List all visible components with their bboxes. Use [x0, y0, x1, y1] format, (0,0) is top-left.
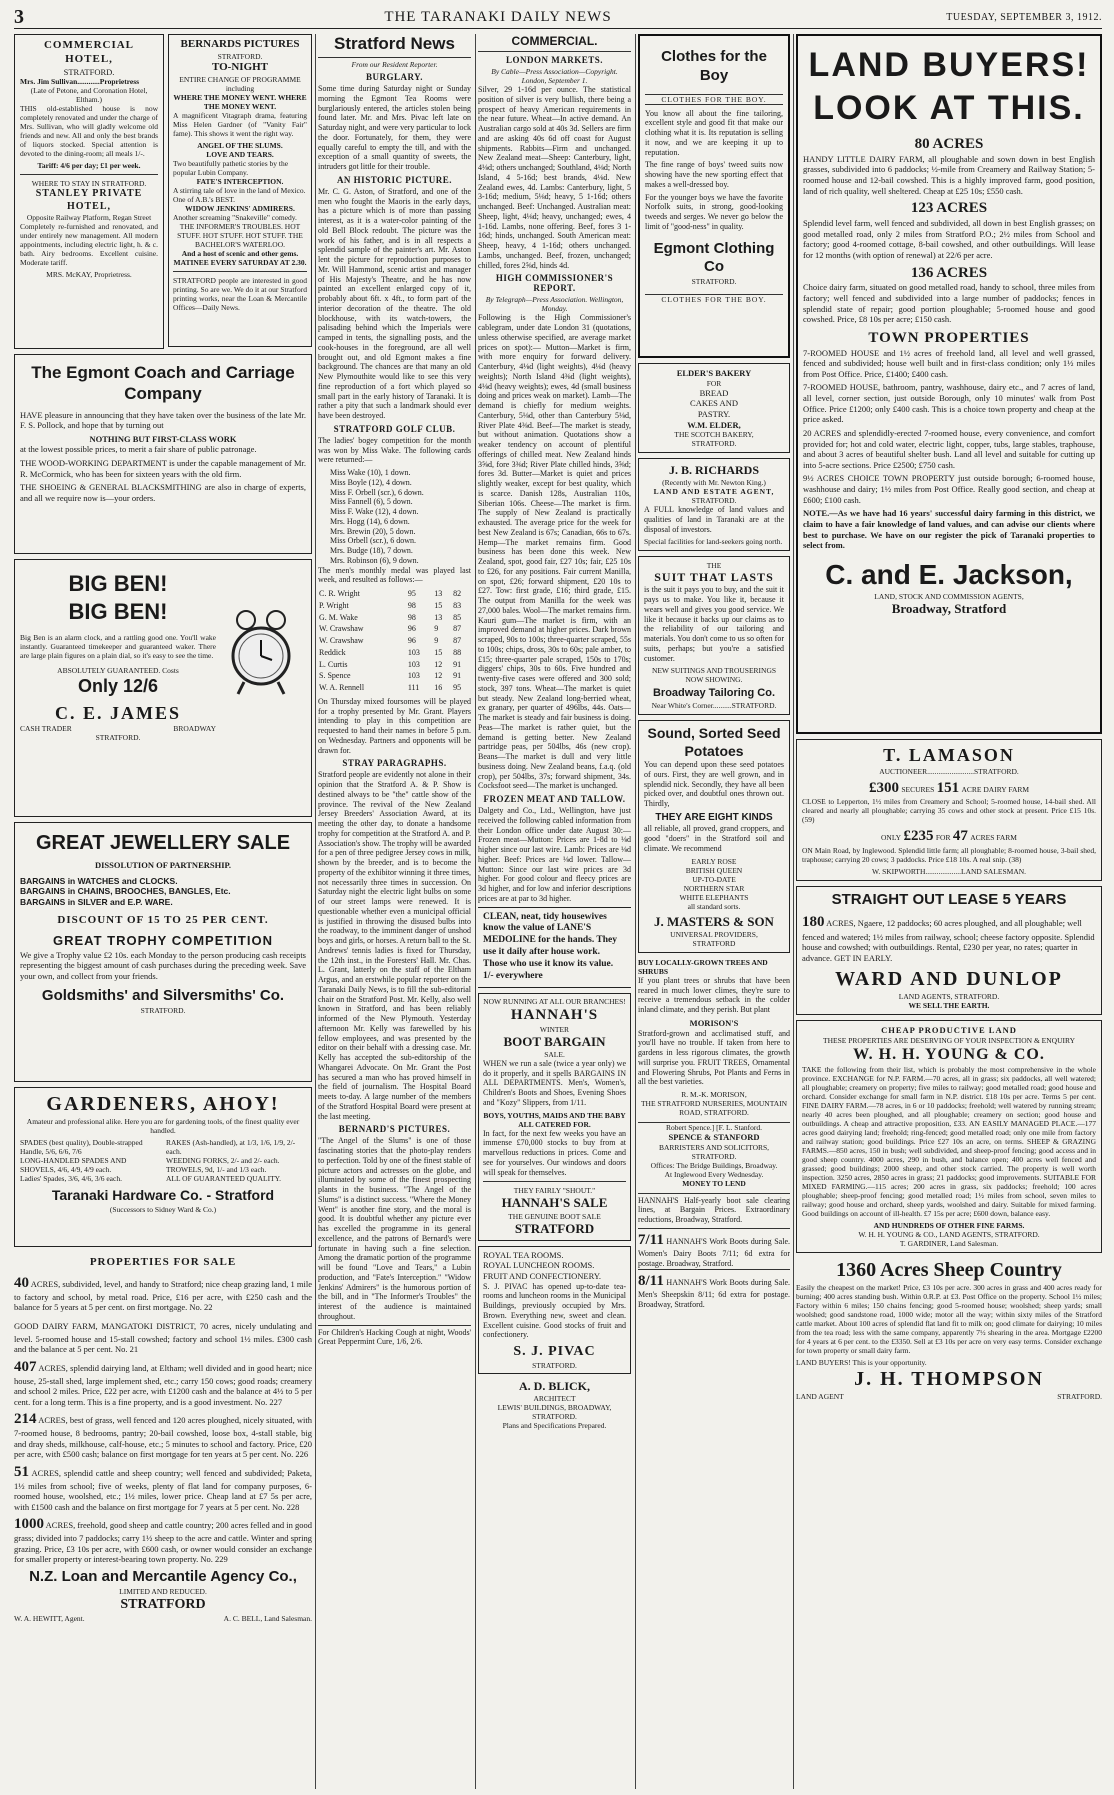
ad-company: Egmont Clothing Co: [653, 239, 775, 276]
ad-sub: FOR: [706, 378, 722, 388]
ad-note: (Recently with Mr. Newton King.): [662, 478, 766, 488]
ad-title: The Egmont Coach and Carriage Company: [31, 363, 295, 404]
ad-feature: FATE'S INTERCEPTION.: [196, 176, 284, 186]
ad-address: Near White's Corner..........STRATFORD.: [651, 701, 777, 711]
ad-place: STRATFORD.: [95, 733, 141, 742]
ad-body: is the suit it pays you to buy, and the suit it pays us to make. You like it, because it wears well and gives you good service. We like it because it backs up our claims as to the reliability of our tailoring and materials. You don't come to us so often for suits, perhaps; but you're a satisfied customer.: [644, 585, 784, 663]
ad-subhead: WHERE TO STAY IN STRATFORD.: [31, 179, 147, 189]
section-heading: TOWN PROPERTIES: [868, 329, 1030, 346]
ad-price: Only 12/6: [77, 676, 159, 696]
medal-table: [318, 588, 471, 694]
golf-result: Miss Wake (10), 1 down.: [330, 468, 411, 477]
tool-item: RAKES (Ash-handled), at 1/3, 1/6, 1/9, 2/- each.: [166, 1138, 296, 1156]
listing-heading: £300 SECURES 151 ACRE DAIRY FARM: [868, 779, 1030, 796]
ad-place: STRATFORD: [692, 938, 736, 948]
ad-address: THE STRATFORD NURSERIES, MOUNTAIN ROAD, STRATFORD.: [640, 1099, 788, 1117]
paper-title: THE TARANAKI DAILY NEWS: [384, 8, 612, 25]
ad-sub: THE GENUINE BOOT SALE: [508, 1211, 601, 1221]
ad-body: CLEAN, neat, tidy housewives know the value of LANE'S MEDOLINE for the hands. They use it daily after house work. Those who use it know its value. 1/- everywhere: [483, 911, 617, 981]
golf-result: Miss Orbell (scr.), 6 down.: [330, 536, 416, 546]
acreage-heading: 123 ACRES: [910, 200, 988, 217]
jewellery-sale-ad: [14, 822, 312, 1082]
column-1: [14, 34, 312, 1789]
golf-result: Miss F. Orbell (scr.), 6 down.: [330, 487, 424, 497]
masthead: [14, 6, 1102, 29]
ad-body: The fine range of boys' tweed suits now showing have the new sporting effect that makes a well-dressed boy.: [645, 160, 783, 189]
article-body: The ladies' bogey competition for the month was won by Miss Wake. The following cards were returned:—: [318, 435, 471, 465]
ad-sub: LAND AGENT: [796, 1392, 844, 1401]
ad-note: THEY FAIRLY "SHOUT.": [513, 1186, 596, 1196]
column-5: [796, 34, 1102, 1789]
ad-sub: THE SCOTCH BAKERY,: [674, 430, 754, 440]
ad-subtitle: DISSOLUTION OF PARTNERSHIP.: [94, 860, 232, 870]
ad-sub: ARCHITECT: [533, 1393, 576, 1403]
golf-result: Mrs. Budge (18), 7 down.: [330, 546, 413, 555]
ad-body: all reliable, all proved, grand croppers, and good "doers" in the Stratford soil and climate. We recommend: [644, 824, 784, 853]
egmont-clothing-ad: [638, 34, 790, 358]
broadway-tailoring-ad: [638, 556, 790, 715]
notice: 7/11 HANNAH'S Work Boots during Sale. Women's Dairy Boots 7/11; 6d extra for postage. Broadway, Stratford.: [638, 1228, 790, 1269]
pivac-tea-rooms-ad: [478, 1246, 631, 1374]
ad-body: ON Main Road, by Inglewood. Splendid little farm; all ploughable; 8-roomed house, 3-bail shed, traphouse; carrying 20 cows; 3 paddocks. Price £18 10s. A real snip. (38): [802, 846, 1096, 864]
architect-ad: [478, 1379, 631, 1430]
ad-title: BIG BEN!: [68, 598, 168, 624]
ad-body: In fact, for the next few weeks you have an immense £70,000 stocks to buy from at marvellous reductions in prices. Come and see for yourselves. Our windows and doors will speak for themselves.: [483, 1128, 626, 1177]
ad-note: Robert Spence.] [F. L. Stanford.: [665, 1123, 763, 1132]
ad-note: ABSOLUTELY GUARANTEED. Costs: [57, 666, 179, 675]
ad-tariff: Tariff: 4/6 per day; £1 per week.: [37, 161, 141, 171]
variety-item: NORTHERN STAR: [683, 883, 745, 893]
ad-title: HANNAH'S: [510, 1006, 599, 1023]
article-body: Stratford people are evidently not alone in their opinion that the Stratford A. & P. Show is destined always to be "the" cattle show of the province. The revival of the New Zealand Jersey Breeders' Association Award, at its meeting the other day, to donate a handsome trophy for competition at the Stratford A. and P. Association's show. The trophy will be awarded for a pen of three pedigree Jersey cows in milk, shown by the breeder, and is to become the property of the exhibitor winning it three times, not necessarily three times in succession. On Saturday night the electric light bulbs on some of our street lamps were renewed. It is questionable whether even a municipal official is justified in throwing the disused bulbs into the roadway, to the imminent danger of unshod boys and girls, or horses. A return ball to the St. Andrews' tennis ladies is fixed for Thursday, the 12th inst., in the Foresters' Hall. Mr. Chas. L. Grant, latterly on the staff of the Eltham Argus, and an erstwhile popular reporter on the Taranaki Daily News, is to fill the sub-editorial chair on the Stratford Post. Mr. Kelly, also well known in Stratford, and has been reliably informed of the New Plymouth. Yesterday afternoon Mr. Kelly was farewelled by his fellow employees, and was presented by the editor on their behalf with a dressing case. Mr. Kelly has accepted the sub-editorship of the Whangarei Advocate. On Mr. Grant the Post has secured a man who has proved himself in the field of journalism. The Hospital Board meets to-day. A large number of the members of the Stratford Hospital Board were present at the last meeting.: [318, 770, 471, 1121]
ad-name: W.M. ELDER,: [687, 419, 741, 430]
ad-name: MORISON'S: [689, 1017, 739, 1028]
article-heading: STRAY PARAGRAPHS.: [342, 758, 447, 769]
ad-sub: CASH TRADER: [20, 724, 72, 733]
ad-body: Choice dairy farm, situated on good metalled road, handy to school, three miles from factory; well fenced and subdivided into a large number of paddocks; fences in splendid state of repair; good portion ploughable; 5-roomed house and good cowshed. Price, £8 10s per acre; £150 cash.: [803, 282, 1095, 325]
ad-sub: LAND, STOCK AND COMMISSION AGENTS,: [874, 591, 1024, 601]
ad-body: HAVE pleasure in announcing that they have taken over the business of the late Mr. F. S. Pollock, and hope that by turning out: [20, 409, 306, 431]
article-body: On Thursday mixed foursomes will be played for a trophy presented by Mr. Grant. Players intending to play in this competition are requested to hand their names in before 5 p.m. on Wednesday. Partners and opponents will be drawn for.: [318, 696, 471, 755]
ad-location: Opposite Railway Platform, Regan Street: [26, 213, 152, 223]
ad-body: A stirring tale of love in the land of Mexico. One of A.B.'s BEST.: [173, 185, 306, 204]
ad-sub: BROADWAY: [173, 724, 216, 733]
ad-line: FRUIT AND CONFECTIONERY.: [483, 1271, 601, 1281]
article-body: Dalgety and Co., Ltd., Wellington, have just received the following cabled information from their London office under date August 30:— Frozen meat—Mutton: Prices are 1-8d to ⅛d higher since our last wire. Lamb: Prices are ⅛d higher. Beef: Prices are ⅛d lower. Tallow—Mutton: Since our last wire prices are 3d higher. For good colour and fleecy prices are 3d higher, and for low and inferior descriptions prices are at par to 3d higher.: [478, 806, 631, 903]
ad-note: Special facilities for land-seekers going north.: [644, 537, 783, 547]
ad-line: CAKES AND: [690, 398, 738, 409]
listing-heading: ONLY £235 FOR 47 ACRES FARM: [881, 828, 1017, 845]
lamason-auctioneer-ad: [796, 739, 1102, 881]
ad-sub: BARRISTERS AND SOLICITORS, STRATFORD.: [658, 1142, 770, 1161]
property-item: GOOD DAIRY FARM, MANGATOKI DISTRICT, 70 acres, nicely undulating and level. 5-roomed house and 15-stall cowshed; factory and school 1½ miles. £300 cash and the balance at 5 per cent. No. 21: [14, 1320, 312, 1355]
property-item: 407 ACRES, splendid dairying land, at Eltham; well divided and in good heart; nice house, 25-stall shed, large implement shed, etc.; carry 150 cows; good roads; creamery and school 2 miles. Price, £22 per acre, with £1200 cash and the balance at 4½ to 5 per cent. for a long term. This is a fine property, and is a good investment. No. 227: [14, 1358, 312, 1407]
table-row: G. M. Wake 98 13 85: [319, 612, 462, 622]
ad-salesman: W. SKIPWORTH...................LAND SALESMAN.: [871, 867, 1027, 876]
ad-place: STRATFORD: [514, 1220, 595, 1236]
column-rule: [793, 34, 794, 1789]
column-rule: [315, 34, 316, 1789]
ad-place: STRATFORD.: [691, 277, 737, 286]
tool-item: Ladies' Spades, 3/6, 4/6, 3/6 each.: [20, 1174, 122, 1183]
ad-note: At Inglewood Every Wednesday.: [664, 1169, 764, 1179]
ad-proprietor: Mrs. Jim Sullivan............Proprietress: [20, 77, 140, 87]
ad-body: Easily the cheapest on the market! Price, £3 10s per acre. 300 acres in grass and 400 acres ready for burning; 400 acres standing bush. Within 0.R.P. at £3. Post Office on the property. School 1½ miles; Factory within 6 miles; 150 chains fencing; good 5-roomed house; woolshed; sheep yards; small woolshed; good sandstone road, 1000 wide; motor all the way; within sixty miles of the Stratford cattle market. About 100 acres of splendid flat land fit to milk on; good climate for dairying; 10 miles from the tea road; less with the same company, apparently 7½ shearing in the area. Mortgage £2200 for 4 years at 6 per cent. to the £3350. Sell at £3 10s per acre on very easy terms. Consider exchange for town property or small dairy farm.: [796, 1283, 1102, 1355]
ad-company: Broadway Tailoring Co.: [652, 687, 776, 700]
variety-item: EARLY ROSE: [691, 856, 737, 866]
tool-item: SPADES (best quality), Double-strapped Handle, 5/6, 6/6, 7/6: [20, 1138, 143, 1156]
ad-body: A FULL knowledge of land values and qualities of land in Taranaki are at the disposal of investors.: [644, 505, 784, 534]
ad-body: Stratford-grown and acclimatised stuff, and you'll have no trouble. If taken from here to gardens in less rigorous climates, the growth will surprise you. FRUIT TREES, Ornamental and Flowering Shrubs, Pot Plants and Ferns in all the best varieties.: [638, 1028, 790, 1087]
table-row: W. Crawshaw 96 9 87: [319, 636, 462, 645]
ad-title: BOOT BARGAIN: [503, 1033, 606, 1049]
ad-body: Completely re-furnished and renovated, and under entirely new management. All modern appointments, including electric light, h. & c. bath. Airy bedrooms. Excellent cuisine. Moderate tariff.: [20, 222, 158, 268]
ad-body: THIS old-established house is now completely renovated and under the charge of Mrs. Sullivan, who will gladly welcome old friends and new. All and only the best brands of liquors stocked. Special attention is devoted to the dining-room; all meals 1/-.: [20, 104, 158, 159]
ad-place: Broadway, Stratford: [891, 600, 1007, 616]
page-number: 3: [14, 5, 24, 28]
ad-name: A. D. BLICK,: [518, 1378, 590, 1393]
variety-list: [644, 857, 784, 911]
alarm-clock-icon: [226, 608, 296, 698]
acreage-heading: 80 ACRES: [914, 136, 984, 152]
golf-result: Miss F. Wake (12), 4 down.: [330, 507, 419, 516]
ad-body: Splendid level farm, well fenced and subdivided, all down in best English grasses; on good metalled road, only 2 miles from Stratford P.O.; 2½ miles from School and factory; good 4-roomed cottage, 8-bail cowshed, and other outbuildings. Will lease for 12 months (with option of renewal) at 22/6 per acre.: [803, 218, 1095, 260]
golf-result: Mrs. Hogg (14), 6 down.: [330, 516, 410, 526]
golf-result: Mrs. Brewin (20), 5 down.: [330, 526, 416, 536]
properties-for-sale-ad: [14, 1252, 312, 1623]
ad-body: If you plant trees or shrubs that have been reared in much lower climes, they're sure to receive a tremendous setback in the colder inland climate, and they perish. But plant: [638, 975, 790, 1015]
column-2: [318, 34, 471, 1789]
ad-highlight: BOYS, YOUTHS, MAIDS AND THE BABY ALL CATERED FOR.: [483, 1110, 626, 1129]
ad-feature: WHERE THE MONEY WENT. WHERE THE MONEY WENT.: [173, 92, 307, 111]
ad-agents: W. H. H. YOUNG & CO., LAND AGENTS, STRATFORD.: [858, 1230, 1040, 1239]
ad-line: ROYAL TEA ROOMS.: [483, 1249, 564, 1260]
variety-item: WHITE ELEPHANTS: [679, 892, 749, 902]
tool-item: WEEDING FORKS, 2/- and 2/- each.: [166, 1156, 280, 1165]
ad-title: STANLEY PRIVATE HOTEL,: [35, 188, 143, 212]
ad-title: LOOK AT THIS.: [813, 88, 1085, 127]
article-body: "The Angel of the Slums" is one of those fascinating stories that the photo-play renders to perfection. Told by one of the finest stable of picture actors and actresses on the globe, and illuminated by some of the finest prospecting plants in the business. "The Angel of the Slums" is a distinct success. "Where the Money Went" is another fine story, and the moral is good. It is doubtful whether any picture ever has excelled the programme in its general excellence, and the patrons of Bernard's were fortunate in having such a fine selection. Among the dramatic portion of the programme will be found "Love and Tears," a Lubin production, and "Fate's Interception." "Widow Jenkins' Admirers" is the humorous portion of the bill, and in "The Informer's Troubles" the interest of the audience is maintained throughout.: [318, 1136, 471, 1321]
property-item: 214 ACRES, best of grass, well fenced and 120 acres ploughed, nicely situated, with 7-roomed house, 8 bedrooms, pantry; 20-bail cowshed, loose box, 4-stall stable, big and dray sheds, milkhouse, calf-house, etc.; 5 minutes to school and factory. Price, £20 per acre, with £500 cash; balance on first mortgage for ten years at 5 per cent. No. 226: [14, 1411, 312, 1460]
ad-body: You know all about the fine tailoring, excellent style and good fit that make our clothing what it is. Its reputation is selling it now, and we are keeping it up to reputation.: [645, 108, 783, 157]
ad-place: STRATFORD.: [691, 496, 737, 506]
ad-line: PASTRY.: [697, 408, 731, 419]
ad-note: MONEY TO LEND: [682, 1178, 746, 1188]
notice: HANNAH'S Half-yearly boot sale clearing lines, at Bargain Prices. Extraordinary reductions, Broadway, Stratford.: [638, 1193, 790, 1225]
ad-body: TAKE the following from their list, which is probably the most comprehensive in the whole province. EXCHANGE for N.P. FARM.—70 acres, all in grass; six paddocks, all well watered; all ploughable; creamery on property; five miles to railway; good metalled road; good house and orchard. Consider exchange for small farm in N.P. district. £18 10s per acre. Terms 5 per cent. FINE DAIRY FARM.—78 acres, in 6 or 10 paddocks; freehold; well watered by running stream; nearly 40 acres been ploughed, and all ploughable; creamery on section; good house and outbuildings. A cheap and attractive proposition, £33. AN EASILY MANAGED PLACE.—177 acres good dairying land; freehold; ring-fenced; good metalled road; only one mile from factory and railway station; good buildings. Price £27 10s an acre, on terms. SHEEP & GRAZING FARMS.—850 acres, 150 in bush; well subdivided, and sheep-proof fencing; good access and in good sheep country. 4000 acres, 290 in bush, and balance open; 400 acres well fenced and grassed; good buildings; 2000 sheep, and other stock carried. The property is well worth inspection. 3250 acres, 2850 acres in grass; 21 paddocks; good improvements. SUITABLE FOR MIXED FARMING.—115 acres; 200 acres in grass, six paddocks; freehold; 100 acres ploughable; sheep-proof fencing; good metalled road; 1½ miles from school, seven miles to railway; good house and orchard, sheep yards, woolshed and dairy. Suitable for mixed farming. Good buildings on account of ill-health. £7 15s per acre; £600 down, balance easy.: [802, 1065, 1096, 1218]
seed-potatoes-ad: [638, 720, 790, 953]
ad-company: W. H. H. YOUNG & CO.: [853, 1046, 1045, 1063]
ad-title: Sound, Sorted Seed Potatoes: [647, 725, 781, 759]
tool-list: [20, 1138, 160, 1183]
ad-highlight: NOTHING BUT FIRST-CLASS WORK: [89, 433, 237, 444]
byline: From our Resident Reporter.: [351, 60, 438, 69]
ad-agent: A. C. BELL, Land Salesman.: [223, 1613, 312, 1623]
ad-place: STRATFORD.: [532, 1360, 577, 1370]
ad-proprietor: MRS. McKAY, Proprietress.: [46, 270, 132, 280]
ad-address: Offices: The Bridge Buildings, Broadway.: [650, 1160, 778, 1170]
town-property: 9½ ACRES CHOICE TOWN PROPERTY just outside borough; 6-roomed house, washhouse and dairy; 1½ miles from Post Office. Really good section, and cheap at £600; £100 cash.: [803, 473, 1095, 505]
bernards-pictures-ad: [168, 34, 312, 347]
table-row: Reddick 103 15 88: [319, 647, 462, 657]
article-heading: LONDON MARKETS.: [505, 55, 603, 65]
ad-company: Taranaki Hardware Co. - Stratford: [51, 1187, 275, 1203]
variety-item: BRITISH QUEEN: [685, 865, 743, 875]
notice: 8/11 HANNAH'S Work Boots during Sale. Men's Sheepskin 8/11; 6d extra for postage. Broadway, Stratford.: [638, 1269, 790, 1310]
commercial-hotel-ad: [14, 34, 164, 349]
byline: By Cable—Press Association—Copyright. London, September 1.: [491, 67, 618, 85]
ward-dunlop-ad: [796, 886, 1102, 1015]
tool-item: LONG-HANDLED SPADES AND SHOVELS, 4/6, 4/9, 4/9 each.: [20, 1156, 127, 1174]
egmont-coach-ad: [14, 354, 312, 554]
ad-title: HANNAH'S SALE: [501, 1195, 608, 1211]
ad-title: GREAT JEWELLERY SALE: [35, 832, 291, 854]
ad-note: (Successors to Sidney Ward & Co.): [109, 1204, 217, 1214]
section-title: COMMERCIAL.: [478, 34, 631, 52]
ad-sub: THESE PROPERTIES ARE DESERVING OF YOUR INSPECTION & ENQUIRY: [822, 1036, 1076, 1045]
table-row: W. Crawshaw 96 9 87: [319, 624, 462, 634]
ad-title: SUIT THAT LASTS: [654, 570, 774, 585]
byline: By Telegraph—Press Association. Wellington, Monday.: [485, 295, 624, 314]
article-body: Mr. C. G. Aston, of Stratford, and one of the men who fought the Maoris in the early days, has a picture which is of more than passing interest, as it is a water-color painting of the old Bell Block redoubt. The picture was the work of his father, and is in all respects a splendid sample of the painter's art. Mr. Aston lent the picture for reproduction purposes to Mr. Will Hammond, scenic artist and manager of His Majesty's Theatre, and he has now painted an excellent enlarged copy of it, probably about 6ft. x 4ft., to form part of the interior decoration of the theatre. The old blockhouse, with its watch-towers, the palisading behind which the Imperials were camped in tents, the signalling posts, and the cook-houses in the foreground, are all well brought out, and old Egmont makes a fine background. The chances are that many an old New Plymouthite would like to see this very fine reproduction of a fort which played so small part in the early history of Taranaki. It is rather a pity that such a landmark should ever have been destroyed.: [318, 186, 471, 420]
morison-nurseries-ad: [638, 958, 790, 1117]
ad-title: BUY LOCALLY-GROWN TREES AND SHRUBS: [638, 957, 768, 976]
ad-name: J. H. THOMPSON: [854, 1368, 1044, 1390]
ad-name: C. E. JAMES: [54, 702, 181, 723]
ad-sub: WINTER: [539, 1024, 570, 1034]
ad-note: NOW RUNNING AT ALL OUR BRANCHES!: [483, 996, 626, 1006]
ad-company: C. and E. Jackson,: [825, 558, 1073, 590]
ad-name: T. LAMASON: [883, 745, 1015, 765]
ad-company: WARD AND DUNLOP: [835, 968, 1063, 991]
table-row: W. A. Rennell 111 16 95: [319, 683, 462, 692]
gardeners-ad: [14, 1087, 312, 1247]
tool-item: ALL OF GUARANTEED QUALITY.: [166, 1174, 281, 1183]
ad-sub: THE: [706, 561, 722, 571]
ad-title: CHEAP PRODUCTIVE LAND: [881, 1025, 1017, 1036]
golf-result: Mrs. Robinson (6), 9 down.: [330, 555, 419, 565]
column-rule: [635, 34, 636, 1789]
property-item: 1000 ACRES, freehold, good sheep and cattle country; 200 acres felled and in good grass; divided into 7 paddocks; carry 1½ sheep to the acre and cattle. Winter and spring grazing. Price, £3 10s per acre, with £600 cash, or owner would consider an exchange for smaller property or interest-bearing town property. No. 229: [14, 1515, 312, 1564]
column-4: [638, 34, 790, 1789]
medoline-ad: [478, 907, 631, 988]
table-row: L. Curtis 103 12 91: [319, 659, 462, 669]
ad-body: HANDY LITTLE DAIRY FARM, all ploughable and sown down in best English grasses, subdivided into 6 paddocks; ½-mile from Creamery and Railway Station; 5-roomed house and 12-bail cowshed. This is a highly improved farm, good position, land of rich quality, well sheltered. Cheap at £25 10s; £550 cash.: [803, 153, 1095, 196]
ad-place: STRATFORD.: [217, 51, 263, 61]
tool-item: TROWELS, 9d, 1/- and 1/3 each.: [166, 1165, 267, 1174]
ad-sub: CLOTHES FOR THE BOY.: [645, 294, 783, 304]
ad-bargain: BARGAINS in CHAINS, BROOCHES, BANGLES, Etc.: [20, 886, 231, 897]
variety-item: UP-TO-DATE: [692, 874, 736, 884]
jackson-land-ad: [796, 34, 1102, 734]
ad-sub: SALE.: [544, 1049, 565, 1059]
ad-body: We give a Trophy value £2 10s. each Monday to the person producing cash receipts representing the biggest amount of cash purchases during the preceding week. Save your own, and collect from your friends.: [20, 949, 306, 981]
ad-place: STRATFORD.: [140, 1006, 186, 1016]
ad-place: STRATFORD.: [1057, 1392, 1102, 1401]
ad-discount: DISCOUNT OF 15 TO 25 PER CENT.: [57, 913, 269, 926]
ad-title: ELDER'S BAKERY: [676, 368, 752, 378]
ad-body: THE INFORMER'S TROUBLES. HOT STUFF. HOT STUFF. HOT STUFF. THE BACHELOR'S WATERLOO.: [177, 221, 303, 249]
town-property: 20 ACRES and splendidly-erected 7-roomed house, every convenience, and comfort provided for; hot and cold water, electric light, copper, tubs, large stables, traphouse, and about 3 acres of beautiful shelter bush. Land all level and suitable for cutting up into 5-acre sections. Price £2500; £750 cash.: [803, 427, 1095, 470]
ad-body: THE WOOD-WORKING DEPARTMENT is under the capable management of Mr. R. McCormick, who has been for sixteen years with the old firm.: [20, 458, 306, 479]
ad-highlight: THEY ARE EIGHT KINDS: [655, 811, 773, 823]
ad-body: CLOSE to Lepperton, 1½ miles from Creamery and School; 5-roomed house, 14-bail shed. All cleared and nearly all ploughable; carrying 35 cows and other stock at present. Price £15 10s. (59): [802, 797, 1096, 825]
article-heading: AN HISTORIC PICTURE.: [336, 174, 453, 185]
ad-note: ENTIRE CHANGE OF PROGRAMME including: [179, 74, 301, 93]
ad-salesman: T. GARDINER, Land Salesman.: [899, 1239, 999, 1248]
ad-feature: WIDOW JENKINS' ADMIRERS.: [185, 203, 295, 213]
ad-place: STRATFORD.: [63, 66, 115, 77]
table-row: S. Spence 103 12 91: [319, 671, 462, 681]
ad-body: 180 ACRES, Ngaere, 12 paddocks; 60 acres ploughed, and all ploughable; well fenced and watered; 1½ miles from railway, school; cheese factory opposite. Splendid house and cowshed; with outbuildings. Rental, £230 per year, no rates; quarter in advance. GET IN EARLY.: [802, 913, 1095, 963]
column-3: [478, 34, 631, 1789]
thompson-sheep-country-ad: [796, 1258, 1102, 1401]
footer-notice: For Children's Hacking Cough at night, Woods' Great Peppermint Cure, 1/6, 2/6.: [318, 1325, 471, 1348]
issue-date: TUESDAY, SEPTEMBER 3, 1912.: [946, 11, 1102, 23]
ad-company: J. MASTERS & SON: [654, 913, 774, 929]
ad-address: LEWIS' BUILDINGS, BROADWAY, STRATFORD.: [497, 1402, 612, 1421]
ad-bargain: BARGAINS in SILVER and E.P. WARE.: [20, 896, 173, 907]
ad-note: Plans and Specifications Prepared.: [502, 1420, 607, 1430]
ad-name: J. B. RICHARDS: [668, 463, 759, 478]
ad-body: Amateur and professional alike. Here you are for gardening tools, of the finest quality ever handled.: [26, 1117, 300, 1135]
ad-title: SPENCE & STANFORD: [668, 1132, 760, 1142]
ad-title: 1360 Acres Sheep Country: [836, 1259, 1062, 1281]
town-property: 7-ROOMED HOUSE and 1½ acres of freehold land, all level and well grassed, fenced and subdivided; house well built and in first-class condition; only 1½ miles from Post Office. Price, £1400; £400 cash.: [803, 347, 1095, 379]
ad-company: N.Z. Loan and Mercantile Agency Co.,: [29, 1568, 297, 1586]
ad-body: Two beautifully pathetic stories by the popular Lubin Company.: [173, 158, 289, 177]
ad-bargain: BARGAINS in WATCHES and CLOCKS.: [20, 875, 178, 886]
table-row: C. R. Wright 95 13 82: [319, 589, 462, 598]
ad-competition: GREAT TROPHY COMPETITION: [53, 933, 273, 949]
ad-role: AUCTIONEER.........................STRATFORD.: [879, 766, 1019, 776]
ad-title: Clothes for the Boy: [661, 48, 767, 84]
property-item: 51 ACRES, splendid cattle and sheep country; well fenced and subdivided; Paketa, 1½ miles from school; five of weeks, plenty of flat land for company purposes, 6-roomed house, woolshed, etc.; 1½ miles, lower price. Cheap land at £7 5s per acre, with £1500 cash and the balance on first mortgage for 7 years at 5 per cent. No. 228: [14, 1463, 312, 1512]
ad-body: For the younger boys we have the favorite Norfolk suits, in strong, good-looking tweeds and serges. We never go below the limit of "good-ness" in quality.: [645, 192, 783, 231]
printing-notice: STRATFORD people are interested in good printing. So are we. We do it at our Stratford printing works, near the Loan & Mercantile Offices—Daily News.: [173, 275, 307, 312]
article-heading: FROZEN MEAT AND TALLOW.: [483, 794, 626, 804]
ad-note: LAND BUYERS! This is your opportunity.: [796, 1358, 927, 1367]
ad-sub: CLOTHES FOR THE BOY.: [645, 94, 783, 105]
article-body: The men's monthly medal was played last week, and resulted as follows:—: [318, 565, 471, 585]
young-land-ad: [796, 1020, 1102, 1253]
ad-note: NOTE.—As we have had 16 years' successful dairy farming in this district, we claim to have a fair knowledge of land values, and can advise our clients where best to purchase. We have on our register the pick of Taranaki properties to select from.: [803, 508, 1095, 551]
ad-tonight: TO-NIGHT: [211, 60, 269, 73]
ad-body: And a host of scenic and other gems. MATINEE EVERY SATURDAY AT 2.30.: [173, 248, 307, 267]
article-body: Some time during Saturday night or Sunday morning the Egmont Tea Rooms were burglariously entered, the articles stolen being found later. Mr. and Mrs. Pivac left late on Saturday night, and were very particular to lock the door. Fortunately, for them, they were equally careful to empty the till, and with the exception of a small quantity of sweets, the intruders got little for their trouble.: [318, 84, 471, 171]
ad-line: BREAD: [699, 387, 729, 398]
article-heading: BERNARD'S PICTURES.: [338, 1124, 451, 1135]
ad-agent: W. A. HEWITT, Agent.: [14, 1613, 85, 1623]
golf-result: Miss Fannell (6), 5 down.: [330, 497, 413, 507]
ad-body: Another screaming "Snakeville" comedy.: [173, 212, 297, 222]
ad-title: STRAIGHT OUT LEASE 5 YEARS: [831, 891, 1067, 908]
acreage-heading: 136 ACRES: [910, 264, 988, 281]
ad-sub: LAND AGENTS, STRATFORD.: [898, 992, 1000, 1002]
ad-owner: R. M.-K. MORISON,: [681, 1090, 747, 1099]
ad-title: LAND BUYERS!: [808, 46, 1090, 84]
ad-body: at the lowest possible prices, to merit a fair share of public patronage.: [20, 444, 257, 455]
ad-title: BERNARDS PICTURES: [180, 38, 300, 50]
ad-feature: ANGEL OF THE SLUMS.: [197, 140, 283, 150]
ad-title: LAND AND ESTATE AGENT,: [653, 487, 775, 497]
ad-place: STRATFORD.: [691, 439, 737, 449]
ad-company: Goldsmiths' and Silversmiths' Co.: [41, 987, 285, 1005]
richards-land-agent-ad: [638, 458, 790, 551]
ad-sub: UNIVERSAL PROVIDERS,: [670, 929, 758, 939]
column-rule: [475, 34, 476, 1789]
variety-item: all standard sorts.: [687, 901, 741, 911]
big-ben-ad: [14, 559, 312, 817]
ad-motto: WE SELL THE EARTH.: [908, 1001, 990, 1011]
ad-note: AND HUNDREDS OF OTHER FINE FARMS.: [873, 1221, 1025, 1230]
article-heading: HIGH COMMISSIONER'S REPORT.: [495, 273, 614, 294]
ad-place: STRATFORD: [120, 1597, 206, 1613]
article-heading: BURGLARY.: [365, 72, 424, 82]
ad-body: You can depend upon these seed potatoes of ours. First, they are well grown, and in splendid nick. Secondly, they have all been picked over, and doubtful ones thrown out. Thirdly,: [644, 760, 784, 809]
tool-list: [166, 1138, 306, 1183]
ad-note: (Late of Petone, and Coronation Hotel, Eltham.): [30, 86, 148, 105]
ad-body: A magnificent Vitagraph drama, featuring Miss Helen Gardner (of "Vanity Fair" fame). This shows it went the right way.: [173, 110, 307, 138]
ad-title: COMMERCIAL HOTEL,: [43, 39, 135, 65]
article-heading: STRATFORD GOLF CLUB.: [333, 423, 456, 434]
article-body: Following is the High Commissioner's cablegram, under date London 31 (quotations, unless otherwise specified, are average market prices on spot):— Mutton—Market is firm, with more enquiry for forward delivery. Canterbury, 4⅛d (light weights), 4⅛d (heavy weights); North Island 4⅜d (light weights), 4⅛d (heavy weights); ewes, 4d (small business doing and prices weak on market). Lamb—The demand is chiefly for medium weights. Canterbury, 5⅛d, other than Canterbury 5⅛d, River Plate 4⅜d. Beef—The market is steady, but without animation. Quotations show a weaker tendency on account of plentiful offerings of chilled meat. New Zealand hinds 3⅝d, fore 3⅜d; River Plate chilled hinds, 3⅝d; fores 3d. Butter—Market is quiet and prices slightly weaker, except for best quality, which is scarce. Danish 128s, Australian 110s, Siberian 106s. Cheese—The market is firm. The supply of New Zealand is practically exhausted. The average price for the week for best New Zealand is 67s; Canadian, 66s to 67s. Hemp—The market remains firm. Good business has been done this week. New Zealand, spot, good fair, £27 10s; fair, £25 10s to £26, for any positions. Fair current Manilla, on spot, £26; forward shipment, £20 10s to £27. Tow: first grade, £16; third grade, £15. The output from Manilla for the week was 27,000 bales. Wool—The market remains firm. Kauri gum—The market is firm, with an improved demand at higher prices. Dark brown scraped, 90s to 100s; three-quarter scraped, 55s to 100s; chips, dross, 30s to 60s; pale amber, to £15; three-quarter pale scraped, 150s to 170s; diggers' chips, 30s to 60s. Five hundred and twenty-five cases were offered and 300 sold; stock, 397 tons. Wheat—The market is quiet but steady. New Zealand long-berried wheat, ex granary, per quarter of 496lbs, 44s. Oats—The market is steady and fair business is doing. Peas—The market is rather quiet, but the demand is getting better. New Zealand partridge peas, per 504lbs, 46s (new crop). Beans—The market is dull and very little business doing. New Zealand beans, f.a.q. (old crop), per 504lbs, 37s; forward shipment, 34s. Cocksfoot seed—The market is unchanged.: [478, 313, 631, 791]
ad-feature: LOVE AND TEARS.: [206, 149, 274, 159]
elders-bakery-ad: [638, 363, 790, 453]
town-property: 7-ROOMED HOUSE, bathroom, pantry, washhouse, dairy etc., and 7 acres of land, all level, corner section, just outside Borough, only 10 minutes' walk from Post Office. Price £1200; only £400 cash. This is a choice town property and cheap at the price asked.: [803, 382, 1095, 425]
section-title: Stratford News: [318, 34, 471, 58]
ad-note: LIMITED AND REDUCED.: [119, 1587, 207, 1597]
ad-line: ROYAL LUNCHEON ROOMS.: [483, 1260, 595, 1271]
ad-body: Big Ben is an alarm clock, and a rattling good one. You'll wake instantly. Guaranteed timekeeper and guaranteed waker. There are large plain figures on a plain dial, so it's easy to see the time.: [20, 633, 216, 660]
property-item: 40 ACRES, subdivided, level, and handy to Stratford; nice cheap grazing land, 1 mile to factory and school, by metal road. Price, £16 per acre, with £250 cash and the balance for 5 years at 5 per cent. on first mortgage. No. 22: [14, 1274, 312, 1313]
ad-body: WHEN we run a sale (twice a year only) we do it properly, and it spells BARGAINS IN ALL DEPARTMENTS. Men's, Women's, Children's Boots and Shoes, Evening Shoes and "Kozy" Slippers, from 1/11.: [483, 1058, 626, 1107]
golf-result: Miss Boyle (12), 4 down.: [330, 477, 412, 487]
ad-body: THE SHOEING & GENERAL BLACKSMITHING are also in charge of experts, and all we require now is—your orders.: [20, 482, 306, 503]
hannahs-boot-sale-ad: [478, 993, 631, 1241]
article-body: Silver, 29 1-16d per ounce. The statistical position of silver is very bullish, there being a prospect of heavy American requirements in the near future. Wheat—In active demand. An Australian cargo sold at 40s 3d. Sellers are firm and are asking 40s 6d off coast for August shipments. Rabbits—Firm and unchanged. New Zealand meat—Sheep: Canterbury, light, 4⅛d; others unchanged; Southland, 4⅛d; North Island, 4 5-16d; best brands, 4⅛d. New Zealand ewes, 4d. Lambs: Canterbury, light, 5 3-16d; medium, 5⅛d; heavy, 5 1-16d; others unchanged. Beef: Unchanged. Australian meat: Sheep, light, 4⅛d; heavy, unchanged; ewes, 4 1-16d. Lambs, none offering. Beef, fores 3 1-16d; hinds, unchanged. South American meat: Sheep, heavy, 4 1-16d; others unchanged. Lambs, unchanged. Beef, frozen, unchanged; chilled, fores 2⅝d, hinds 4d.: [478, 85, 631, 270]
table-row: P. Wright 98 15 83: [319, 600, 462, 610]
ad-title: GARDENERS, AHOY!: [46, 1093, 280, 1115]
ad-name: S. J. PIVAC: [513, 1344, 596, 1360]
solicitors-ad: [638, 1122, 790, 1188]
ad-note: NEW SUITINGS AND TROUSERINGS NOW SHOWING.: [651, 666, 777, 685]
ad-title: BIG BEN!: [68, 571, 168, 596]
ad-title: PROPERTIES FOR SALE: [89, 1256, 237, 1268]
ad-body: S. J. PIVAC has opened up-to-date tea-rooms and luncheon rooms in the Municipal Buildings, previously occupied by Mrs. Brown. Everything new, sweet and clean. Excellent cuisine. Good stocks of fruit and confectionery.: [483, 1281, 626, 1340]
golf-results: [318, 468, 471, 566]
